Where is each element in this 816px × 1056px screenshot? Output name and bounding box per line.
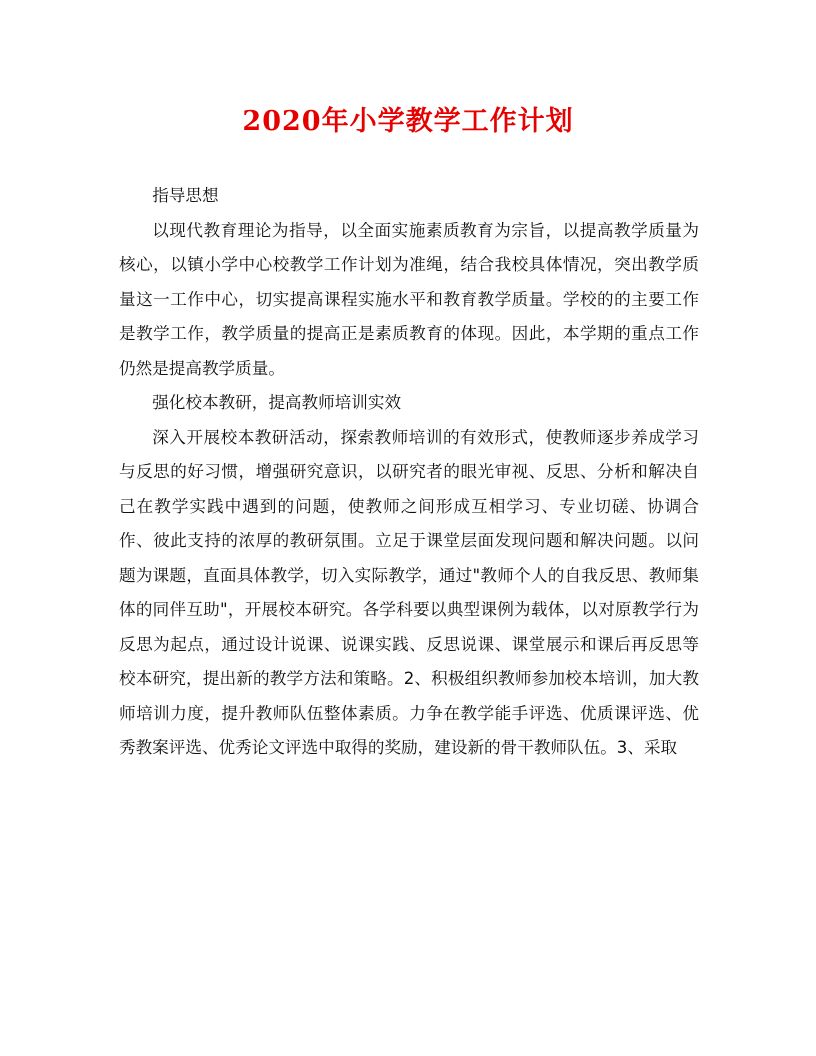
section-heading-school-research: 强化校本教研，提高教师培训实效 — [152, 393, 402, 412]
body-paragraph: 以现代教育理论为指导，以全面实施素质教育为宗旨，以提高教学质量为核心，以镇小学中心校教学工作计划为准绳，结合我校具体情况，突出教学质量这一工作中心，切实提高课程实施水平和教育教学质量。学校的的主要工作是教学工作，教学质量的提高正是素质教育的体现。因此，本学期的重点工作仍然是提高教学质量。 — [119, 220, 699, 378]
body-paragraph: 深入开展校本教研活动，探索教师培训的有效形式，使教师逐步养成学习与反思的好习惯，增强研究意识，以研究者的眼光审视、反思、分析和解决自己在教学实践中遇到的问题，使教师之间形成互相学习、专业切磋、协调合作、彼此支持的浓厚的教研氛围。立足于课堂层面发现问题和解决问题。以问题为课题，直面具体教学，切入实际教学，通过"教师个人的自我反思、教师集体的同伴互助"，开展校本研究。各学科要以典型课例为载体，以对原教学行为反思为起点，通过设计说课、说课实践、反思说课、课堂展示和课后再反思等校本研究，提出新的教学方法和策略。2、积极组织教师参加校本培训，加大教师培训力度，提升教师队伍整体素质。力争在教学能手评选、优质课评选、优秀教案评选、优秀论文评选中取得的奖励，建设新的骨干教师队伍。3、采取 — [119, 427, 699, 757]
section-heading-guiding-thought: 指导思想 — [152, 186, 219, 205]
document-body — [119, 179, 699, 766]
document-title: 2020年小学教学工作计划 — [242, 106, 574, 137]
